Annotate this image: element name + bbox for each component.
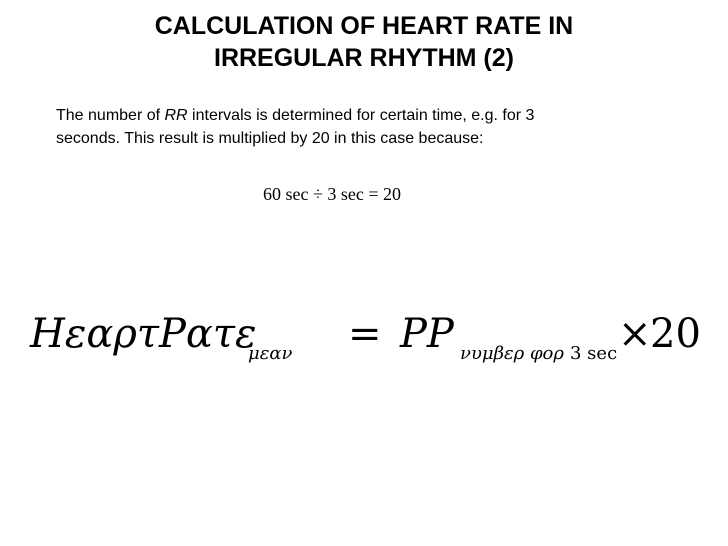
- small-equation: 60 sec ÷ 3 sec = 20: [263, 184, 401, 204]
- equation-lhs: ΗεαρτΡατε: [30, 311, 257, 357]
- body-line-2: seconds. This result is multiplied by 20 in this case because:: [56, 130, 484, 147]
- body-line-1-end: intervals is determined for certain time, e.g. for 3: [187, 107, 535, 124]
- heart-rate-equation: [30, 305, 720, 375]
- body-line-1-start: The number of: [56, 107, 165, 124]
- equation-times: ×: [618, 311, 652, 357]
- title-line-1: CALCULATION OF HEART RATE IN: [154, 12, 574, 40]
- equation-equals: =: [348, 311, 382, 357]
- equation-rhs-subscript-value: 3 sec: [570, 343, 618, 364]
- body-paragraph: [56, 104, 696, 150]
- body-line-1: [56, 104, 696, 127]
- equation-rhs-subscript: νυμβερ φορ: [460, 343, 564, 364]
- slide-title: [30, 10, 698, 74]
- equation-rhs: ΡΡ: [400, 311, 454, 357]
- title-line-2: IRREGULAR RHYTHM (2): [214, 44, 514, 72]
- rr-term: RR: [164, 107, 188, 124]
- equation-multiplier: 20: [650, 311, 701, 357]
- equation-lhs-subscript: μεαν: [248, 343, 293, 364]
